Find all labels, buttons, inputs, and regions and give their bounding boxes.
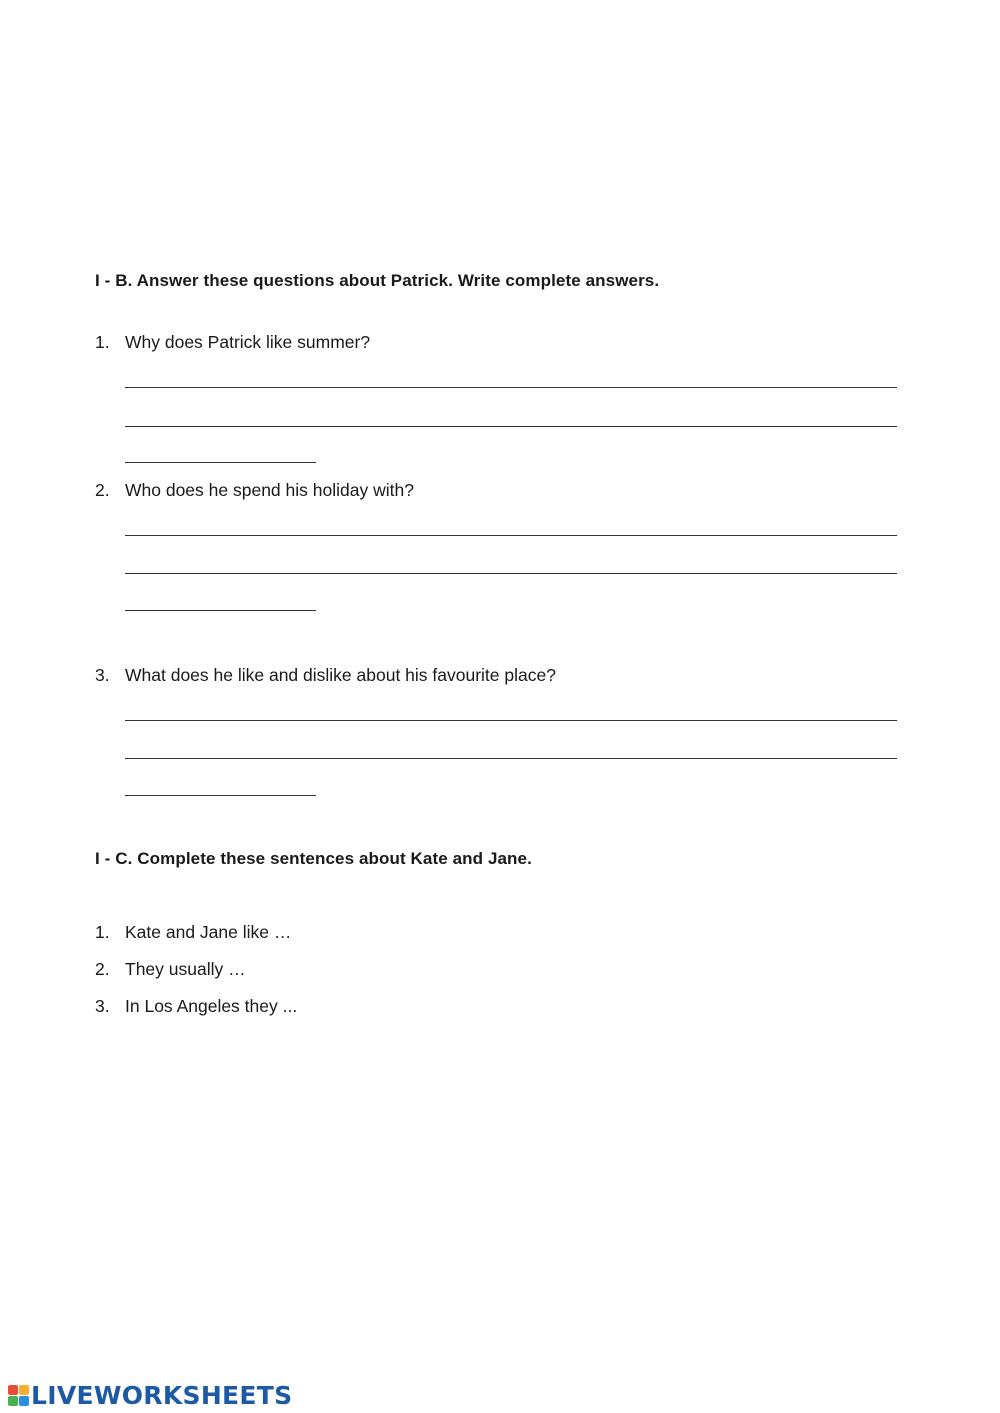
logo-square	[8, 1385, 18, 1395]
liveworksheets-logo-icon	[8, 1385, 29, 1406]
item-text: They usually …	[125, 959, 246, 979]
item-number: 2.	[95, 959, 110, 979]
logo-square	[19, 1396, 29, 1406]
section-c-heading: I - C. Complete these sentences about Kate and Jane.	[95, 849, 532, 868]
item-text: In Los Angeles they ...	[125, 996, 298, 1016]
item-number: 1.	[95, 922, 110, 942]
sentence-item-1[interactable]	[95, 922, 291, 943]
question-text: What does he like and dislike about his favourite place?	[125, 665, 556, 685]
answer-line[interactable]	[125, 462, 316, 463]
logo-text: LIVEWORKSHEETS	[31, 1380, 293, 1410]
answer-line[interactable]	[125, 795, 316, 796]
answer-line[interactable]	[125, 387, 897, 388]
liveworksheets-logo[interactable]	[8, 1380, 292, 1410]
question-number: 1.	[95, 332, 110, 352]
item-number: 3.	[95, 996, 110, 1016]
answer-line[interactable]	[125, 426, 897, 427]
question-text: Why does Patrick like summer?	[125, 332, 371, 352]
question-number: 2.	[95, 480, 110, 500]
answer-line[interactable]	[125, 758, 897, 759]
question-1	[95, 332, 370, 353]
question-text: Who does he spend his holiday with?	[125, 480, 414, 500]
logo-square	[19, 1385, 29, 1395]
answer-line[interactable]	[125, 610, 316, 611]
answer-line[interactable]	[125, 720, 897, 721]
sentence-item-2[interactable]	[95, 959, 246, 980]
item-text: Kate and Jane like …	[125, 922, 292, 942]
sentence-item-3[interactable]	[95, 996, 297, 1017]
question-number: 3.	[95, 665, 110, 685]
answer-line[interactable]	[125, 535, 897, 536]
answer-line[interactable]	[125, 573, 897, 574]
section-b-heading: I - B. Answer these questions about Patrick. Write complete answers.	[95, 271, 660, 290]
question-2	[95, 480, 414, 501]
logo-square	[8, 1396, 18, 1406]
question-3	[95, 665, 556, 686]
